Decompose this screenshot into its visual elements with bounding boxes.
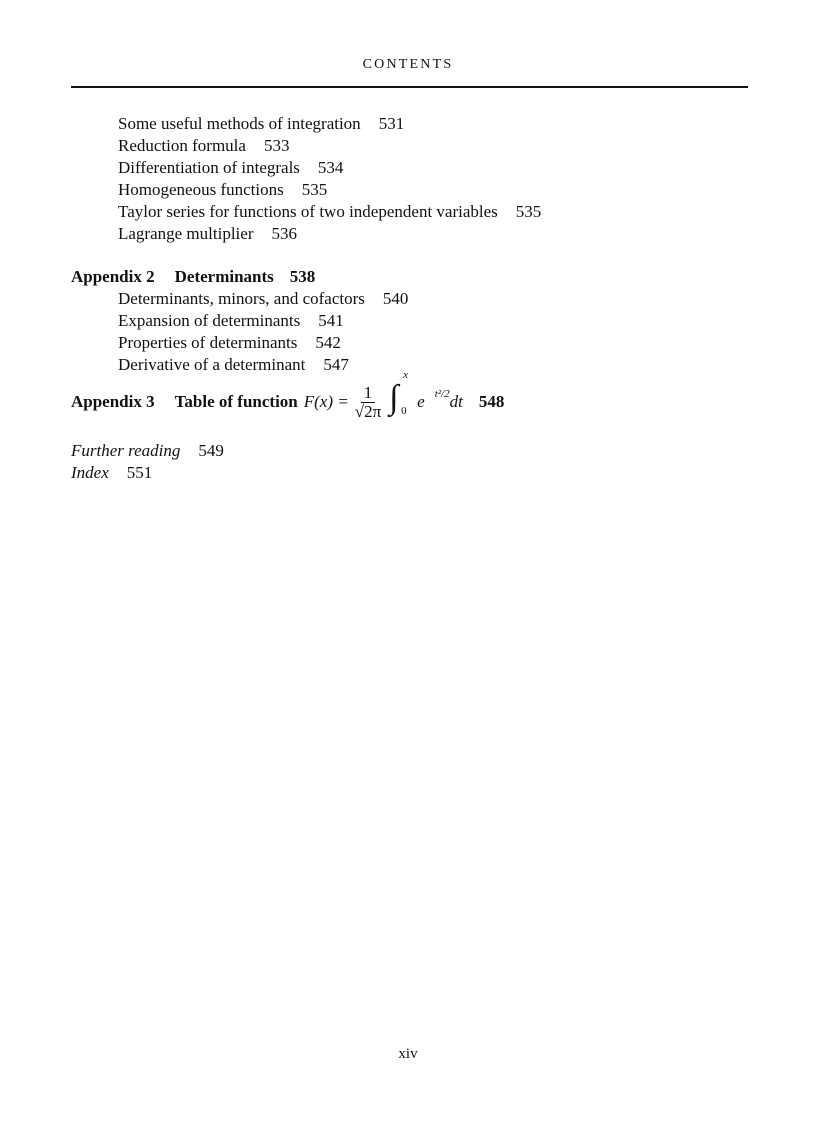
toc-entry-page: 534 [317,158,344,177]
toc-entry-index[interactable] [71,462,761,484]
integrand [409,378,463,426]
toc-entry-title: Index [71,463,109,482]
formula-lhs: F(x) = [303,392,349,411]
toc-entry-page: 531 [378,114,405,133]
toc-entry-title: Determinants, minors, and cofactors [118,289,365,308]
toc-entry-page: 549 [198,441,224,460]
appendix3-page: 548 [478,392,505,411]
formula-fraction [353,384,383,421]
appendix3-heading[interactable] [71,369,761,426]
appendix3-label: Appendix 3 [71,392,155,411]
appendix2-heading[interactable] [71,266,761,288]
toc-entry-title: Differentiation of integrals [118,158,300,177]
toc-entry[interactable] [71,157,761,179]
toc-entry-title: Lagrange multiplier [118,224,254,243]
toc-entry-title: Reduction formula [118,136,246,155]
appendix2-label: Appendix 2 [71,267,155,286]
toc-entry[interactable] [71,135,761,157]
toc-entry-page: 535 [301,180,328,199]
toc-entry-title: Some useful methods of integration [118,114,361,133]
toc-entry-page: 541 [318,311,344,330]
running-head: CONTENTS [362,57,454,72]
integral-lower-limit: 0 [401,405,407,417]
toc-entry-further-reading[interactable] [71,440,761,462]
toc-entry[interactable] [71,354,761,376]
toc-entry-page: 547 [323,355,349,374]
header-rule [71,86,748,88]
toc-entry-title: Further reading [71,441,181,460]
spacer [71,426,761,440]
toc-entry-page: 533 [263,136,290,155]
toc-entry[interactable] [71,201,761,223]
toc-entry-title: Properties of determinants [118,333,298,352]
toc-entry[interactable] [71,310,761,332]
integral-sign: ∫ x 0 [389,369,409,417]
toc-entry-page: 540 [382,289,409,308]
toc-entry-page: 551 [126,463,153,482]
gaussian-integral-formula [303,369,463,426]
table-of-contents [71,113,761,484]
spacer [71,245,761,266]
page-number: xiv [398,1046,418,1062]
toc-entry[interactable] [71,179,761,201]
appendix3-title: Table of function [174,392,298,411]
integrand-exponent: t²/2 [434,388,450,400]
toc-entry[interactable] [71,113,761,135]
toc-entry-title: Taylor series for functions of two independent variables [118,202,498,221]
integrand-differential: dt [449,392,463,411]
toc-entry-title: Expansion of determinants [118,311,301,330]
toc-entry[interactable] [71,223,761,245]
toc-entry[interactable] [71,332,761,354]
integral-upper-limit: x [403,369,409,381]
toc-entry-page: 542 [315,333,341,352]
toc-entry-title: Derivative of a determinant [118,355,306,374]
integrand-base: e [417,392,425,411]
formula-denominator: √2π [354,401,382,421]
toc-entry[interactable] [71,288,761,310]
appendix2-title: Determinants [174,267,274,286]
appendix2-page: 538 [289,267,316,286]
toc-entry-title: Homogeneous functions [118,180,284,199]
formula-numerator: 1 [361,384,376,403]
toc-entry-page: 536 [271,224,297,243]
toc-entry-page: 535 [515,202,542,221]
